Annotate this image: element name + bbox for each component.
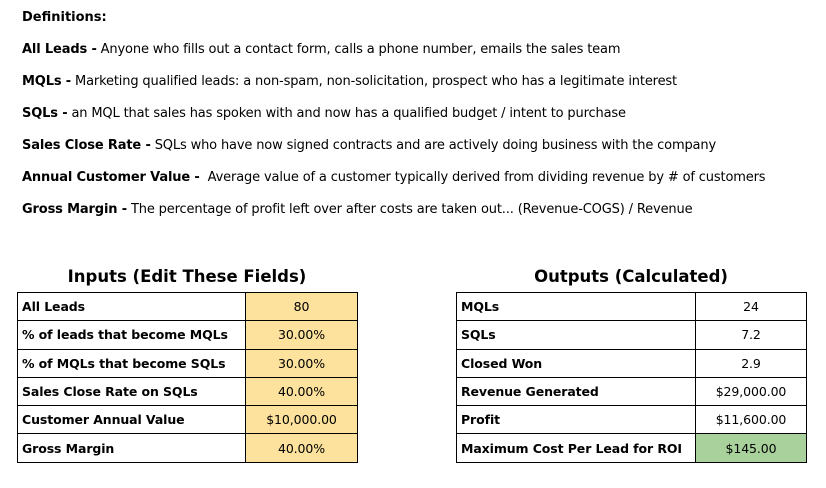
definition-term: Sales Close Rate - (22, 138, 151, 153)
output-label: MQLs (457, 293, 696, 321)
definition-mqls (22, 74, 677, 89)
input-label: % of leads that become MQLs (18, 321, 246, 349)
table-row (457, 321, 807, 349)
table-row (18, 406, 358, 434)
mql-to-sql-rate-input[interactable]: 30.00% (246, 349, 358, 377)
definition-term: SQLs - (22, 106, 68, 121)
definition-term: Gross Margin - (22, 202, 127, 217)
input-label: Customer Annual Value (18, 406, 246, 434)
table-row (457, 434, 807, 462)
revenue-generated-output: $29,000.00 (696, 377, 807, 405)
definition-annual-customer-value (22, 170, 765, 185)
sqls-output: 7.2 (696, 321, 807, 349)
output-label: Closed Won (457, 349, 696, 377)
table-row (18, 349, 358, 377)
definition-sales-close-rate (22, 138, 716, 153)
definition-term: All Leads - (22, 42, 97, 57)
input-label: Sales Close Rate on SQLs (18, 377, 246, 405)
table-row (457, 349, 807, 377)
definition-all-leads (22, 42, 620, 57)
input-label: All Leads (18, 293, 246, 321)
inputs-table (17, 292, 358, 463)
closed-won-output: 2.9 (696, 349, 807, 377)
all-leads-input[interactable]: 80 (246, 293, 358, 321)
mqls-output: 24 (696, 293, 807, 321)
table-row (457, 377, 807, 405)
definition-text: Anyone who fills out a contact form, calls a phone number, emails the sales team (96, 42, 621, 57)
definition-gross-margin (22, 202, 692, 217)
table-row (18, 321, 358, 349)
input-label: Gross Margin (18, 434, 246, 462)
outputs-table (456, 292, 807, 463)
output-label: Maximum Cost Per Lead for ROI (457, 434, 696, 462)
definition-text: Marketing qualified leads: a non-spam, non-solicitation, prospect who has a legitimate interest (71, 74, 678, 89)
definition-text: Average value of a customer typically derived from dividing revenue by # of customers (199, 170, 766, 185)
gross-margin-input[interactable]: 40.00% (246, 434, 358, 462)
output-label: Profit (457, 406, 696, 434)
definition-term: Annual Customer Value - (22, 170, 200, 185)
definition-text: an MQL that sales has spoken with and now has a qualified budget / intent to purchase (67, 106, 626, 121)
profit-output: $11,600.00 (696, 406, 807, 434)
inputs-title: Inputs (Edit These Fields) (67, 267, 307, 286)
table-row (18, 434, 358, 462)
definitions-title: Definitions: (22, 10, 107, 25)
input-label: % of MQLs that become SQLs (18, 349, 246, 377)
table-row (18, 377, 358, 405)
max-cost-per-lead-output: $145.00 (696, 434, 807, 462)
sales-close-rate-input[interactable]: 40.00% (246, 377, 358, 405)
definition-text: The percentage of profit left over after costs are taken out... (Revenue-COGS) / Revenue (126, 202, 693, 217)
leads-to-mql-rate-input[interactable]: 30.00% (246, 321, 358, 349)
table-row (457, 406, 807, 434)
table-row (18, 293, 358, 321)
output-label: Revenue Generated (457, 377, 696, 405)
output-label: SQLs (457, 321, 696, 349)
definition-term: MQLs - (22, 74, 72, 89)
definition-text: SQLs who have now signed contracts and are actively doing business with the company (150, 138, 717, 153)
customer-annual-value-input[interactable]: $10,000.00 (246, 406, 358, 434)
definition-sqls (22, 106, 626, 121)
table-row (457, 293, 807, 321)
outputs-title: Outputs (Calculated) (534, 267, 728, 286)
